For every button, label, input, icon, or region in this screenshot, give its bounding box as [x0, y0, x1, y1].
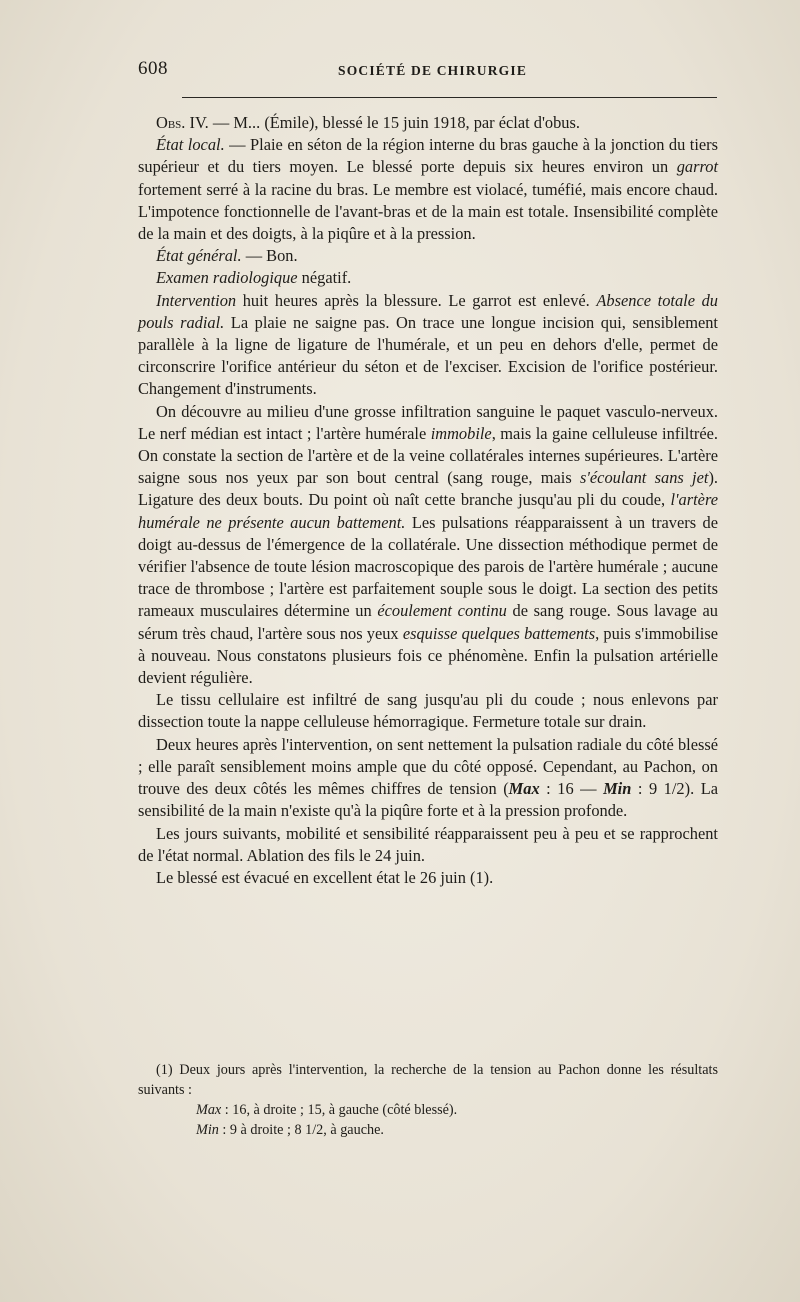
intervention-label: Intervention [156, 290, 237, 310]
decouverte-text-2: , mais la gaine celluleuse infiltrée. On constate la section de l'artère et de la veine collatérales internes supérieures. L'artère saigne sous nos yeux par son bout central (sang rouge, mais [138, 423, 718, 488]
footnote-min-label: Min [196, 1122, 219, 1138]
footnote-max-text: : 16, à droite ; 15, à gauche (côté blessé). [221, 1102, 458, 1118]
deux-heures-text-1: Deux heures après l'intervention, on sent nettement la pulsation radiale du côté blessé ; elle paraît sensiblement moins ample que du côté opposé. Cependant, au Pachon, on trouve des deux côtés les mêmes chiffres de tension ( [138, 734, 718, 799]
paragraph-examen [138, 267, 718, 289]
examen-label: Examen radiologique [156, 268, 298, 288]
footnote-intro: (1) Deux jours après l'intervention, la recherche de la tension au Pachon donne les résultats suivants : [138, 1062, 718, 1098]
paragraph-tissu: Le tissu cellulaire est infiltré de sang jusqu'au pli du coude ; nous enlevons par dissection toute la nappe celluleuse hémorragique. Fermeture totale sur drain. [138, 690, 718, 732]
absence-pouls: Absence totale du pouls radial. [138, 290, 718, 332]
paragraph-evacue: Le blessé est évacué en excellent état le 26 juin (1). [156, 867, 494, 887]
decouverte-text-3: ). Ligature des deux bouts. Du point où naît cette branche jusqu'au pli du coude, [138, 468, 718, 510]
footnote-min-line [138, 1120, 718, 1140]
max-label: Max [508, 779, 540, 799]
min-label: Min [603, 779, 632, 799]
arterie-phrase: l'artère humérale ne présente aucun battement. [138, 490, 718, 532]
ecoulant-phrase: s'écoulant sans jet [580, 468, 709, 488]
deux-heures-text-3: : 9 1/2). La sensibilité de la main n'existe qu'à la piqûre forte et à la pression profonde. [138, 779, 718, 821]
footnote-max-label: Max [196, 1102, 222, 1118]
footnote-max-line [138, 1100, 718, 1120]
intervention-text-2: La plaie ne saigne pas. On trace une longue incision qui, sensiblement parallèle à la ligne de ligature de l'humérale, et un peu en dehors d'elle, permet de circonscrire l'orifice antérieur du séton et de l'exciser. Excision de l'orifice postérieur. Changement d'instruments. [138, 312, 718, 399]
footnote [138, 1060, 718, 1140]
paragraph-etat-local [138, 134, 718, 245]
examen-text: négatif. [297, 268, 352, 288]
page-number: 608 [138, 58, 168, 79]
paragraph-jours-suivants: Les jours suivants, mobilité et sensibilité réapparaissent peu à peu et se rapprochent de l'état normal. Ablation des fils le 24 juin. [138, 823, 718, 865]
intervention-text-1: huit heures après la blessure. Le garrot est enlevé. [236, 290, 597, 310]
etat-local-label: État local. [156, 135, 225, 155]
decouverte-text-1: On découvre au milieu d'une grosse infiltration sanguine le paquet vasculo-nerveux. Le nerf médian est intact ; l'artère humérale [138, 401, 718, 443]
deux-heures-text-2: : 16 — [539, 779, 604, 799]
obs-label: Obs. IV. [156, 113, 209, 132]
paragraph-intervention [138, 290, 718, 401]
paragraph-etat-general [138, 245, 718, 267]
etat-general-text: — Bon. [241, 246, 298, 266]
ecoulement-phrase: écoulement continu [377, 601, 507, 621]
etat-local-text-2: fortement serré à la racine du bras. Le membre est violacé, tuméfié, mais encore chaud. L'impotence fonctionnelle de l'avant-bras et de la main est totale. Insensibilité complète de la main et des doigts, à la piqûre et à la pression. [138, 179, 718, 244]
decouverte-text-6: , puis s'immobilise à nouveau. Nous constatons plusieurs fois ce phénomène. Enfin la pulsation artérielle devient régulière. [138, 623, 718, 688]
paragraph-deux-heures [138, 734, 718, 823]
footnote-min-text: : 9 à droite ; 8 1/2, à gauche. [218, 1122, 384, 1138]
body-text [138, 112, 718, 889]
etat-local-text-1: — Plaie en séton de la région interne du bras gauche à la jonction du tiers supérieur et du tiers moyen. Le blessé porte depuis six heures environ un [138, 135, 718, 177]
decouverte-text-5: de sang rouge. Sous lavage au sérum très chaud, l'artère sous nos yeux [138, 601, 718, 643]
etat-general-label: État général. [156, 246, 242, 266]
esquisse-phrase: esquisse quelques battements [402, 623, 596, 643]
paragraph-obs [138, 112, 718, 134]
page-header [138, 58, 718, 86]
running-head: SOCIÉTÉ DE CHIRURGIE [338, 63, 528, 78]
immobile-word: immobile [430, 423, 492, 443]
garrot-word: garrot [676, 157, 718, 177]
header-rule [182, 97, 717, 98]
paragraph-decouverte [138, 401, 718, 690]
obs-text: — M... (Émile), blessé le 15 juin 1918, par éclat d'obus. [208, 113, 580, 132]
decouverte-text-4: Les pulsations réapparaissent à un travers de doigt au-dessus de l'émergence de la collatérale. Une dissection méthodique permet de vérifier l'absence de toute lésion macroscopique des parois de l'artère humérale ; aucune trace de thrombose ; l'artère est parfaitement souple sous le doigt. La section des petits rameaux musculaires détermine un [138, 512, 718, 621]
